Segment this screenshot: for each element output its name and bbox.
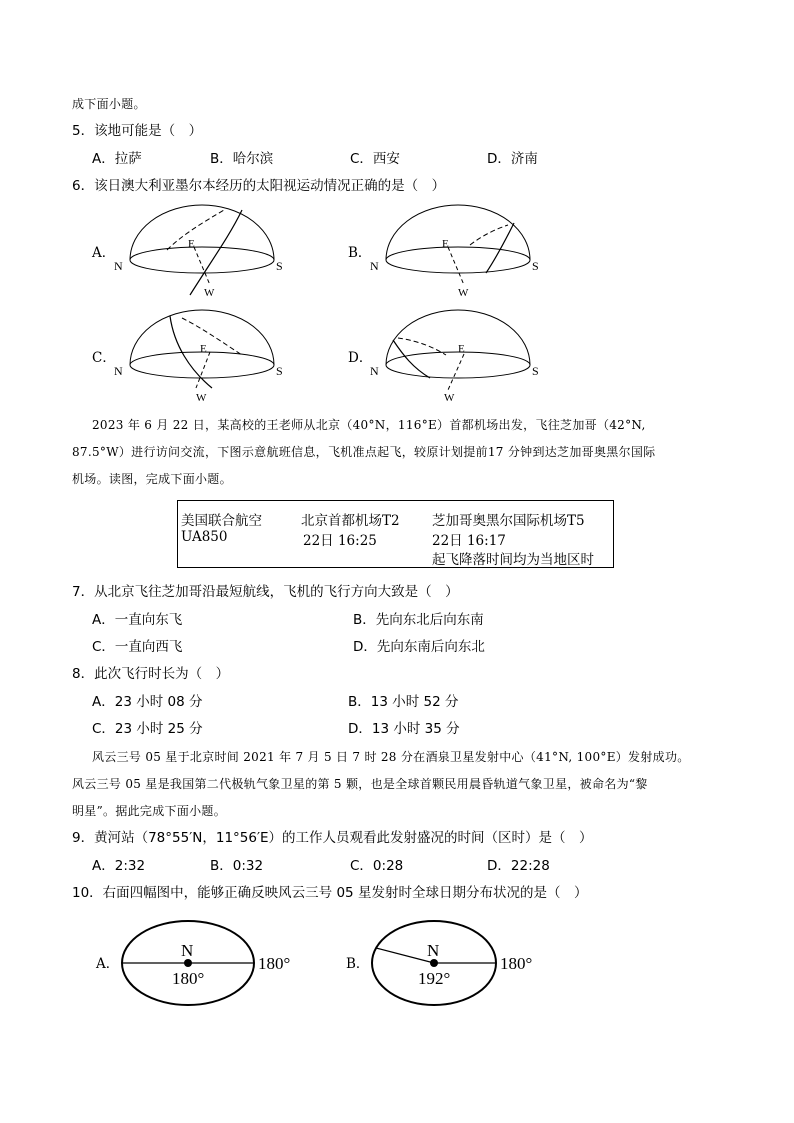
q9-option-d[interactable]: D．22:28 (487, 858, 550, 874)
intro-end-text: 成下面小题。 (72, 97, 146, 111)
east-label: E (188, 238, 195, 250)
q10-option-a-letter[interactable]: A． (96, 956, 120, 972)
south-label: S (276, 259, 283, 273)
flight-arrive-airport: 芝加哥奥黑尔国际机场T5 (432, 513, 585, 529)
west-label: W (444, 392, 455, 404)
north-label: N (370, 364, 379, 378)
north-label: N (370, 259, 379, 273)
passage3-line2: 风云三号 05 星是我国第二代极轨气象卫星的第 5 颗，也是全球首颗民用晨昏轨道气象卫星，被命名为“黎 (72, 777, 648, 791)
q6-sun-path-diagram-a (112, 205, 292, 300)
q6-sun-path-diagram-c (112, 310, 292, 405)
q5-option-b[interactable]: B．哈尔滨 (210, 151, 274, 167)
q8-stem: 8．此次飞行时长为（ ） (72, 666, 230, 682)
passage2-line3: 机场。读图，完成下面小题。 (72, 472, 232, 486)
passage3-line3: 明星”。据此完成下面小题。 (72, 804, 227, 818)
east-label: E (200, 343, 207, 355)
flight-arrive-time: 22日 16:17 (432, 533, 506, 549)
inner-longitude-label: 180° (172, 969, 205, 988)
east-label: E (458, 343, 465, 355)
q8-option-c[interactable]: C．23 小时 25 分 (92, 721, 203, 737)
q6-option-c-letter[interactable]: C． (92, 350, 116, 366)
north-pole-label: N (181, 941, 194, 960)
passage2-line2: 87.5°W）进行访问交流，下图示意航班信息，飞机准点起飞，较原计划提前17 分钟到达芝加哥奥黑尔国际 (72, 445, 656, 459)
outer-longitude-label: 180° (258, 954, 291, 973)
passage3-line1: 风云三号 05 星于北京时间 2021 年 7 月 5 日 7 时 28 分在酒泉卫星发射中心（41°N, 100°E）发射成功。 (92, 750, 690, 764)
q6-option-a-letter[interactable]: A． (92, 245, 116, 261)
q6-option-b-letter[interactable]: B． (348, 245, 372, 261)
q10-date-map-a (118, 918, 308, 1008)
south-label: S (276, 364, 283, 378)
passage2-line1: 2023 年 6 月 22 日，某高校的王老师从北京（40°N，116°E）首都机场出发，飞往芝加哥（42°N, (92, 418, 646, 432)
west-label: W (196, 392, 207, 404)
south-label: S (532, 364, 539, 378)
q7-stem: 7．从北京飞往芝加哥沿最短航线，飞机的飞行方向大致是（ ） (72, 584, 459, 600)
north-label: N (114, 364, 123, 378)
q8-option-d[interactable]: D．13 小时 35 分 (348, 721, 460, 737)
q10-option-b-letter[interactable]: B． (346, 956, 370, 972)
q8-option-b[interactable]: B．13 小时 52 分 (348, 694, 459, 710)
q9-option-b[interactable]: B．0:32 (210, 858, 264, 874)
east-label: E (442, 238, 449, 250)
west-label: W (204, 287, 215, 299)
south-label: S (532, 259, 539, 273)
q7-option-a[interactable]: A．一直向东飞 (92, 612, 183, 628)
inner-longitude-label: 192° (418, 969, 451, 988)
north-label: N (114, 259, 123, 273)
q10-stem: 10．右面四幅图中，能够正确反映风云三号 05 星发射时全球日期分布状况的是（ ） (72, 885, 588, 901)
q7-option-c[interactable]: C．一直向西飞 (92, 639, 183, 655)
outer-longitude-label: 180° (500, 954, 533, 973)
flight-airline: 美国联合航空 (181, 513, 262, 529)
q5-option-c[interactable]: C．西安 (350, 151, 400, 167)
q6-sun-path-diagram-b (368, 205, 548, 300)
flight-number: UA850 (181, 529, 228, 545)
q6-sun-path-diagram-d (368, 310, 548, 405)
flight-info-box (177, 500, 614, 568)
q7-option-d[interactable]: D．先向东南后向东北 (353, 639, 485, 655)
q7-option-b[interactable]: B．先向东北后向东南 (353, 612, 484, 628)
north-pole-label: N (427, 941, 440, 960)
q5-stem: 5．该地可能是（ ） (72, 123, 203, 139)
q10-date-map-b (368, 918, 558, 1008)
flight-time-note: 起飞降落时间均为当地区时 (432, 552, 594, 568)
q8-option-a[interactable]: A．23 小时 08 分 (92, 694, 203, 710)
q5-option-d[interactable]: D．济南 (487, 151, 538, 167)
q9-option-c[interactable]: C．0:28 (350, 858, 404, 874)
q5-option-a[interactable]: A．拉萨 (92, 151, 142, 167)
west-label: W (458, 287, 469, 299)
q9-option-a[interactable]: A．2:32 (92, 858, 146, 874)
flight-depart-time: 22日 16:25 (303, 533, 377, 549)
flight-depart-airport: 北京首都机场T2 (301, 513, 400, 529)
q6-stem: 6．该日澳大利亚墨尔本经历的太阳视运动情况正确的是（ ） (72, 178, 446, 194)
q6-option-d-letter[interactable]: D． (348, 350, 373, 366)
q9-stem: 9．黄河站（78°55′N，11°56′E）的工作人员观看此发射盛况的时间（区时）是（ ） (72, 830, 593, 846)
